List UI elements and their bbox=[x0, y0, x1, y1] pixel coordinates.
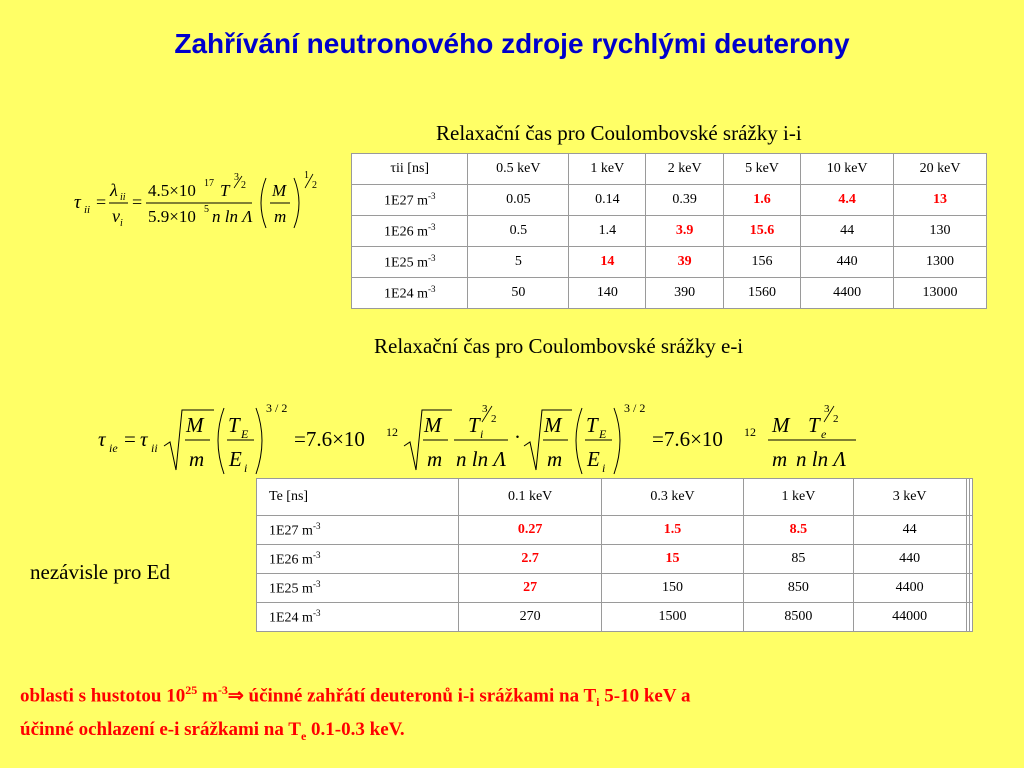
formula2-dot: · bbox=[514, 425, 521, 449]
formula2-M2: M bbox=[424, 413, 442, 437]
table-header-row bbox=[257, 479, 973, 516]
formula2-M3: M bbox=[544, 413, 562, 437]
formula1-lambda: λ bbox=[110, 180, 118, 200]
table-cell: 0.5 bbox=[468, 216, 569, 247]
table-cell: 156 bbox=[723, 247, 800, 278]
formula-tau-ie bbox=[96, 398, 876, 485]
table-cell: 50 bbox=[468, 278, 569, 309]
formula2-Ti-sub: i bbox=[480, 427, 484, 441]
header-cell: 10 keV bbox=[801, 154, 894, 185]
row-label-exponent: -3 bbox=[427, 190, 436, 201]
caption-i-i: Relaxační čas pro Coulombovské srážky i-i bbox=[436, 121, 802, 145]
table-cell: 2.7 bbox=[459, 545, 601, 574]
table-row bbox=[257, 545, 973, 574]
formula1-ii-sub: ii bbox=[84, 204, 91, 216]
table-cell: 0.14 bbox=[569, 185, 646, 216]
formula2-E1-sub: i bbox=[244, 461, 248, 475]
conclusion-sub-e: e bbox=[300, 728, 307, 743]
table-cell: 1560 bbox=[723, 278, 800, 309]
formula2-Ti-exp3: 3 bbox=[482, 403, 488, 415]
row-label-text: 1E24 m bbox=[384, 286, 428, 302]
formula2-Te: T bbox=[808, 413, 820, 437]
table-cell: 1300 bbox=[894, 247, 987, 278]
header-cell: 0.5 keV bbox=[468, 154, 569, 185]
table-cell: 8.5 bbox=[744, 516, 853, 545]
row-label-text: 1E27 m bbox=[269, 523, 313, 539]
table-cell bbox=[969, 574, 972, 603]
note-independent-ed: nezávisle pro Ed bbox=[30, 560, 170, 584]
conclusion-exp25: 25 bbox=[185, 683, 198, 697]
formula1-T-exp-2: 2 bbox=[241, 180, 246, 191]
table-row bbox=[352, 216, 987, 247]
table-cell bbox=[969, 516, 972, 545]
row-label-text: 1E26 m bbox=[269, 552, 313, 568]
row-label-exponent: -3 bbox=[427, 221, 436, 232]
row-label-exponent: -3 bbox=[312, 578, 321, 589]
table-cell: 44 bbox=[853, 516, 966, 545]
table-cell: 0.05 bbox=[468, 185, 569, 216]
table-cell: 850 bbox=[744, 574, 853, 603]
formula1-M: M bbox=[272, 181, 287, 200]
formula1-pow-2: 2 bbox=[312, 180, 317, 191]
conclusion-part4: 5-10 keV a bbox=[599, 685, 691, 707]
formula2-m2: m bbox=[427, 447, 443, 471]
table-cell: 27 bbox=[459, 574, 601, 603]
table-cell: 1500 bbox=[601, 603, 743, 632]
formula2-tau: τ bbox=[98, 427, 106, 451]
table-cell bbox=[969, 603, 972, 632]
table-cell: 440 bbox=[853, 545, 966, 574]
table-cell: 5 bbox=[468, 247, 569, 278]
formula2-pow1: 3 / 2 bbox=[266, 401, 288, 415]
table-cell: 13000 bbox=[894, 278, 987, 309]
table-cell: 4.4 bbox=[801, 185, 894, 216]
table-row bbox=[352, 278, 987, 309]
formula1-exp-num: 17 bbox=[204, 178, 214, 189]
conclusion-part3: účinné zahřátí deuteronů i-i srážkami na T bbox=[243, 685, 597, 707]
formula2-M1: M bbox=[186, 413, 204, 437]
header-cell: 1 keV bbox=[569, 154, 646, 185]
table-row bbox=[257, 516, 973, 545]
formula2-nlnL2: n ln Λ bbox=[796, 447, 847, 471]
table-cell: 1.5 bbox=[601, 516, 743, 545]
table-cell: 4400 bbox=[801, 278, 894, 309]
formula2-Ti-exp2: 2 bbox=[491, 413, 497, 425]
row-label-exponent: -3 bbox=[427, 283, 436, 294]
row-label-exponent: -3 bbox=[312, 607, 321, 618]
formula2-E1: E bbox=[229, 447, 242, 471]
row-label-text: 1E27 m bbox=[384, 193, 428, 209]
formula1-tau: τ bbox=[74, 192, 81, 213]
formula2-T2: T bbox=[586, 413, 598, 437]
row-label-exponent: -3 bbox=[312, 549, 321, 560]
table-cell: 44 bbox=[801, 216, 894, 247]
header-cell: 3 keV bbox=[853, 479, 966, 516]
row-label-text: 1E25 m bbox=[269, 581, 313, 597]
conclusion-text bbox=[20, 676, 1010, 750]
formula2-Te-sub: e bbox=[821, 427, 827, 441]
conclusion-part1: oblasti s hustotou 10 bbox=[20, 685, 186, 707]
formula1-eq1: = bbox=[96, 192, 107, 212]
formula1-lambda-sub: ii bbox=[120, 192, 126, 203]
header-cell: τii [ns] bbox=[352, 154, 468, 185]
formula2-Ti: T bbox=[468, 413, 480, 437]
header-cell: 20 keV bbox=[894, 154, 987, 185]
row-label-exponent: -3 bbox=[312, 520, 321, 531]
formula1-T-exp-3: 3 bbox=[234, 172, 239, 183]
header-cell: 5 keV bbox=[723, 154, 800, 185]
formula1-nlnL: n ln Λ bbox=[212, 207, 253, 226]
formula2-E2: E bbox=[587, 447, 600, 471]
table-row bbox=[352, 247, 987, 278]
formula1-pow-1: 1 bbox=[304, 170, 309, 181]
page-title: Zahřívání neutronového zdroje rychlými deuterony bbox=[174, 28, 850, 59]
table-cell bbox=[969, 545, 972, 574]
arrow-icon: ⇒ bbox=[227, 685, 244, 707]
header-cell bbox=[969, 479, 972, 516]
row-label-text: 1E24 m bbox=[269, 610, 313, 626]
formula1-coef-num: 4.5×10 bbox=[148, 181, 196, 200]
table-ii bbox=[351, 153, 987, 309]
table-cell: 150 bbox=[601, 574, 743, 603]
table-cell: 15.6 bbox=[723, 216, 800, 247]
table-row bbox=[257, 574, 973, 603]
row-label bbox=[352, 247, 468, 278]
header-cell: 0.1 keV bbox=[459, 479, 601, 516]
formula2-M4: M bbox=[772, 413, 790, 437]
header-cell: Te [ns] bbox=[257, 479, 459, 516]
header-cell: 2 keV bbox=[646, 154, 723, 185]
formula2-exp1: 12 bbox=[386, 425, 398, 439]
formula2-m1: m bbox=[189, 447, 205, 471]
formula1-eq2: = bbox=[132, 192, 143, 212]
table-cell: 1.6 bbox=[723, 185, 800, 216]
formula2-nlnL1: n ln Λ bbox=[456, 447, 507, 471]
table-cell: 8500 bbox=[744, 603, 853, 632]
formula1-coef-den: 5.9×10 bbox=[148, 207, 196, 226]
formula1-T: T bbox=[220, 181, 230, 200]
table-cell: 85 bbox=[744, 545, 853, 574]
conclusion-part2: m bbox=[197, 685, 218, 707]
formula2-ie-sub: ie bbox=[109, 441, 118, 455]
table-row bbox=[352, 185, 987, 216]
formula1-exp-den: 5 bbox=[204, 204, 209, 215]
formula1-v: v bbox=[112, 206, 120, 226]
formula2-T1-sub: E bbox=[241, 427, 249, 441]
table-cell: 14 bbox=[569, 247, 646, 278]
formula1-v-sub: i bbox=[120, 218, 123, 229]
table-header-row bbox=[352, 154, 987, 185]
table-cell: 15 bbox=[601, 545, 743, 574]
formula2-eq: = bbox=[124, 427, 136, 451]
conclusion-sub-i: i bbox=[596, 695, 600, 710]
row-label bbox=[352, 185, 468, 216]
table-cell: 39 bbox=[646, 247, 723, 278]
row-label bbox=[257, 603, 459, 632]
formula2-E2-sub: i bbox=[602, 461, 606, 475]
conclusion-part5: účinné ochlazení e-i srážkami na T bbox=[20, 719, 301, 741]
row-label-text: 1E25 m bbox=[384, 255, 428, 271]
table-cell: 13 bbox=[894, 185, 987, 216]
table-cell: 390 bbox=[646, 278, 723, 309]
table-cell: 0.39 bbox=[646, 185, 723, 216]
row-label bbox=[352, 278, 468, 309]
row-label bbox=[257, 516, 459, 545]
table-cell: 140 bbox=[569, 278, 646, 309]
conclusion-expm3: -3 bbox=[217, 683, 228, 697]
formula2-tau-ii: τ bbox=[140, 427, 148, 451]
row-label bbox=[352, 216, 468, 247]
formula2-m4: m bbox=[772, 447, 788, 471]
row-label bbox=[257, 574, 459, 603]
formula2-T1: T bbox=[228, 413, 240, 437]
table-cell: 1.4 bbox=[569, 216, 646, 247]
table-cell: 0.27 bbox=[459, 516, 601, 545]
table-cell: 3.9 bbox=[646, 216, 723, 247]
formula-tau-ii bbox=[70, 166, 330, 243]
table-cell: 130 bbox=[894, 216, 987, 247]
formula2-coef2: =7.6×10 bbox=[652, 427, 723, 451]
table-cell: 4400 bbox=[853, 574, 966, 603]
row-label-text: 1E26 m bbox=[384, 224, 428, 240]
formula2-Te-exp3: 3 bbox=[824, 403, 830, 415]
conclusion-part6: 0.1-0.3 keV. bbox=[306, 719, 405, 741]
table-row bbox=[257, 603, 973, 632]
table-cell: 270 bbox=[459, 603, 601, 632]
formula2-exp2: 12 bbox=[744, 425, 756, 439]
caption-e-i: Relaxační čas pro Coulombovské srážky e-i bbox=[374, 334, 744, 358]
row-label bbox=[257, 545, 459, 574]
header-cell: 1 keV bbox=[744, 479, 853, 516]
table-ie bbox=[256, 478, 973, 632]
formula2-ii-sub: ii bbox=[151, 441, 158, 455]
formula2-T2-sub: E bbox=[599, 427, 607, 441]
formula1-m: m bbox=[274, 207, 287, 226]
table-cell: 44000 bbox=[853, 603, 966, 632]
formula2-m3: m bbox=[547, 447, 563, 471]
table-cell: 440 bbox=[801, 247, 894, 278]
formula2-coef1: =7.6×10 bbox=[294, 427, 365, 451]
row-label-exponent: -3 bbox=[427, 252, 436, 263]
formula2-pow2: 3 / 2 bbox=[624, 401, 646, 415]
header-cell: 0.3 keV bbox=[601, 479, 743, 516]
formula2-Te-exp2: 2 bbox=[833, 413, 839, 425]
